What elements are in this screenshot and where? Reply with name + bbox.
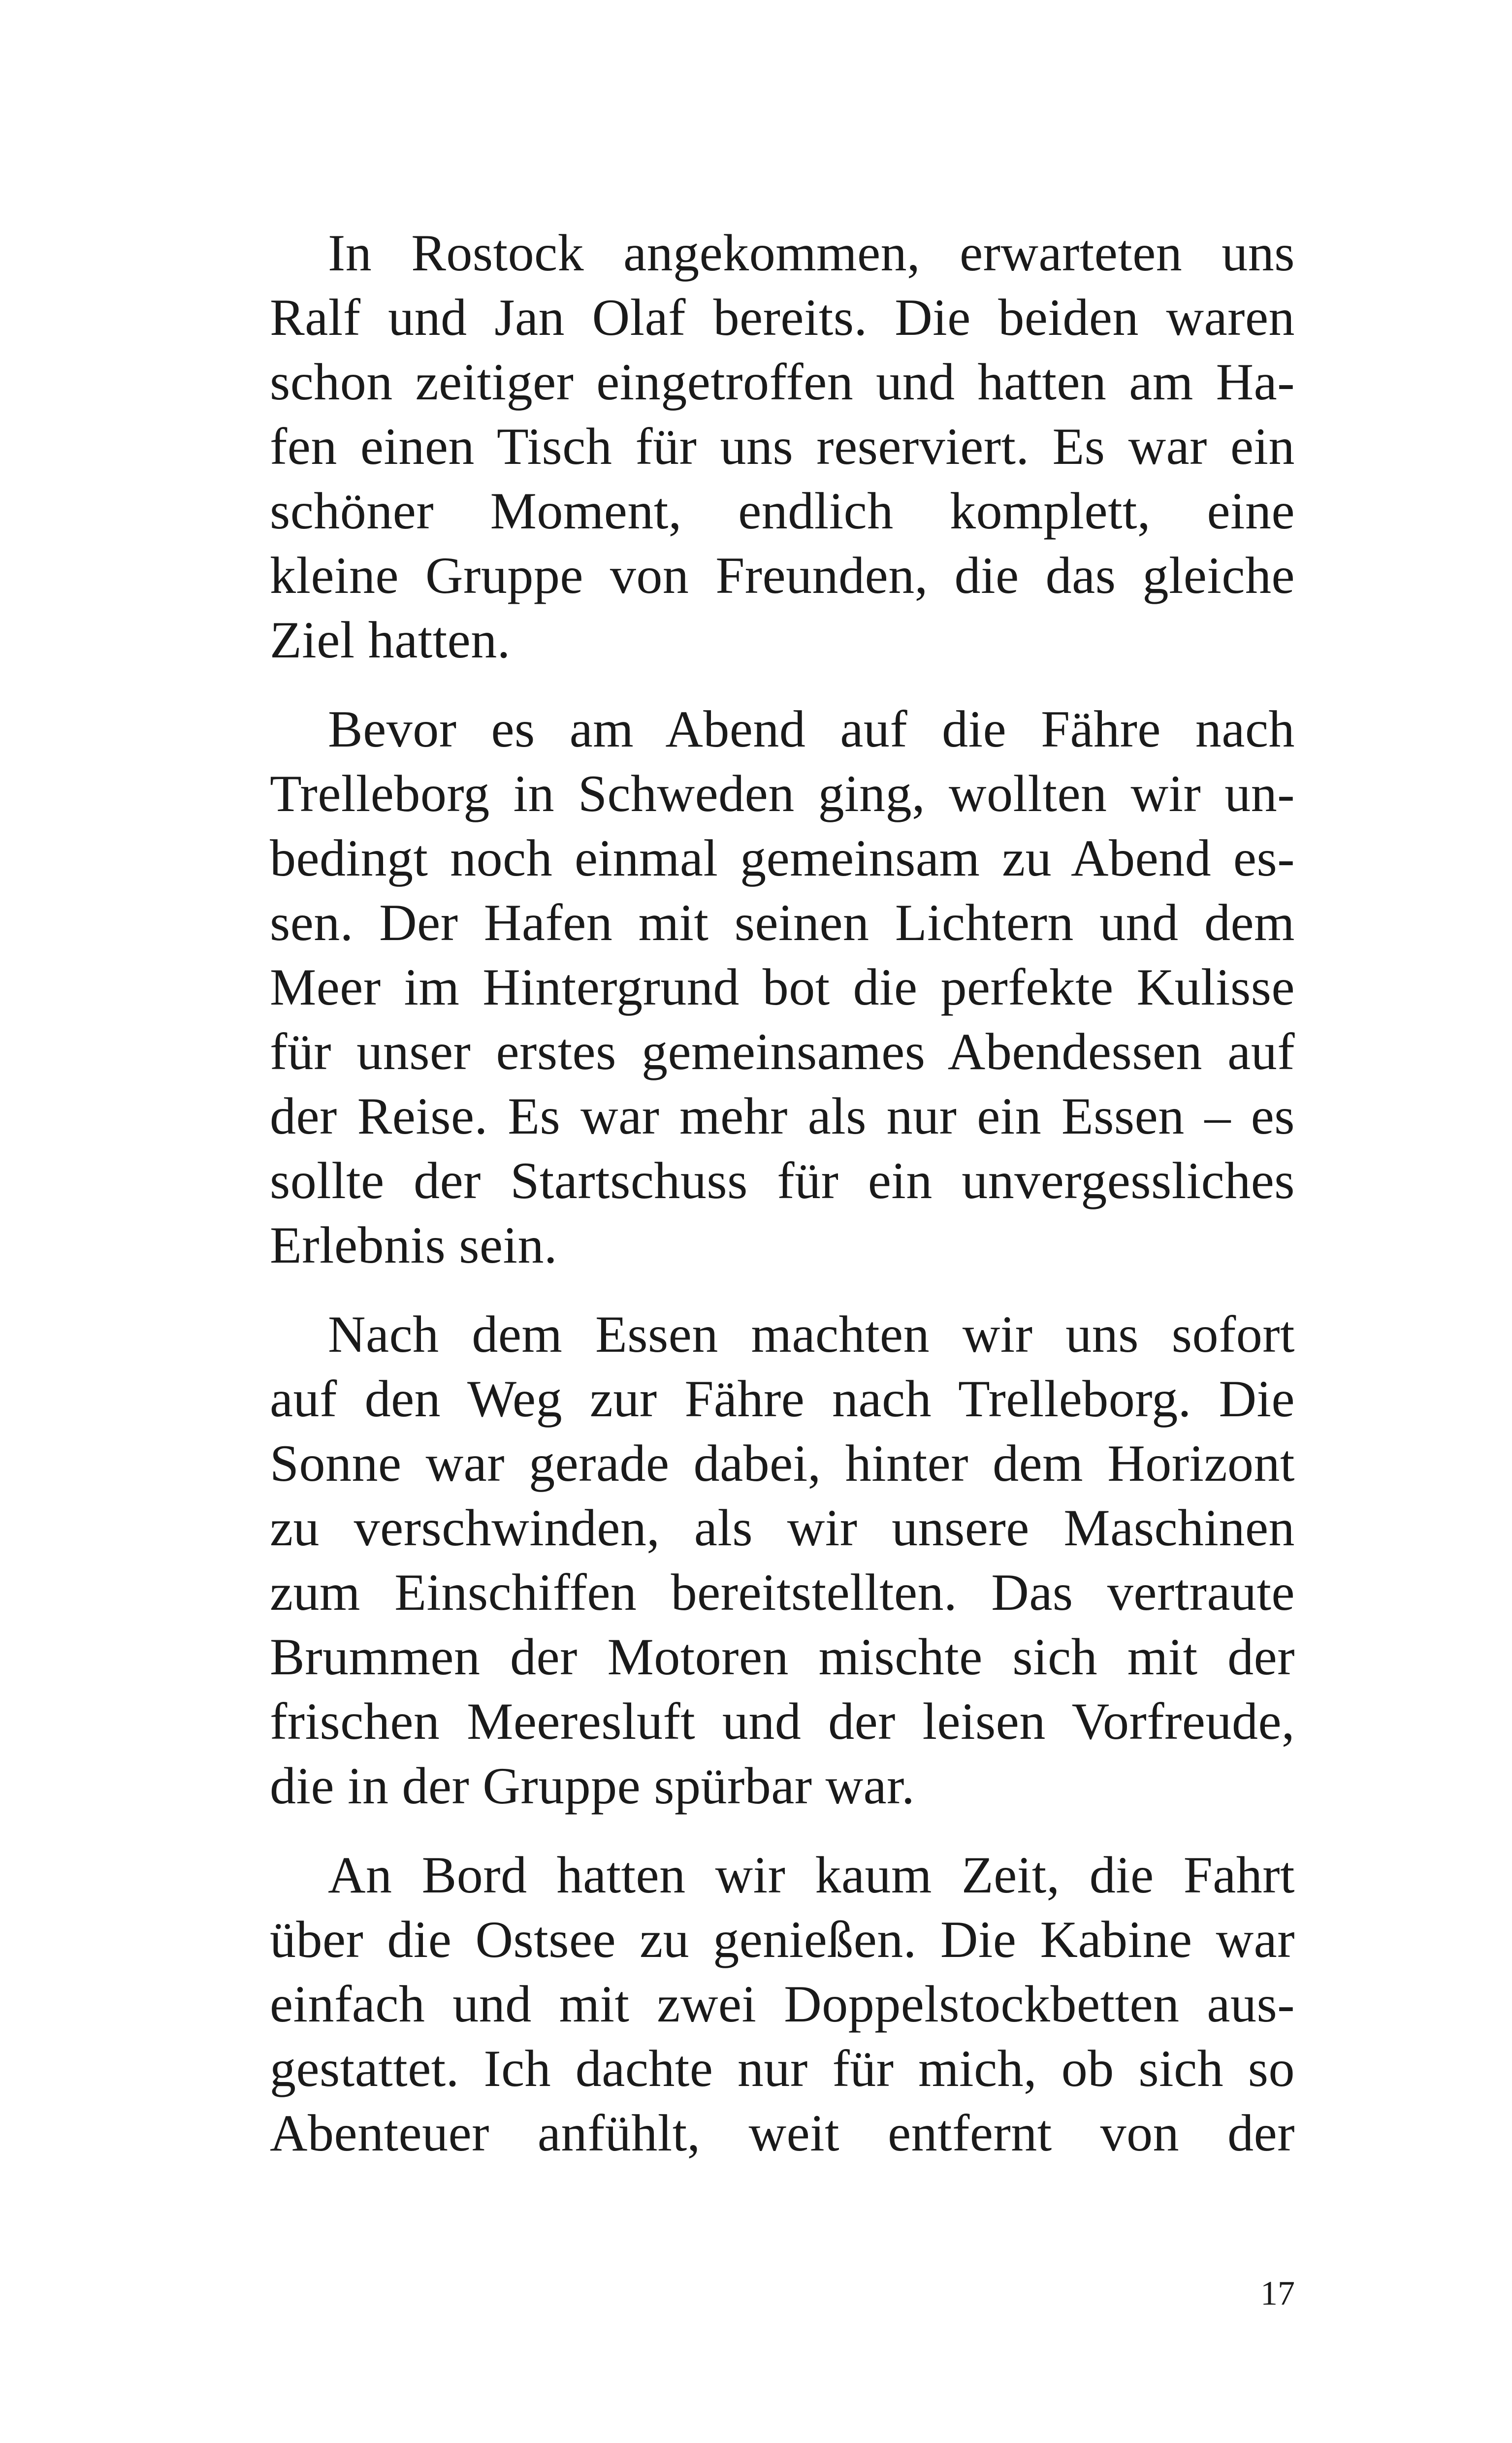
text-line: An Bord hatten wir kaum Zeit, die Fahrt bbox=[328, 1846, 1295, 1904]
text-line: Ziel hatten. bbox=[270, 611, 511, 669]
text-line: schöner Moment, endlich komplett, eine bbox=[270, 482, 1295, 540]
body-text bbox=[270, 221, 1295, 2165]
text-line: Nach dem Essen machten wir uns sofort bbox=[328, 1305, 1295, 1363]
text-line: kleine Gruppe von Freunden, die das gleiche bbox=[270, 547, 1295, 604]
text-line: schon zeitiger eingetroffen und hatten am Ha- bbox=[270, 353, 1295, 411]
text-line: In Rostock angekommen, erwarteten uns bbox=[328, 224, 1295, 282]
text-line: Erlebnis sein. bbox=[270, 1216, 557, 1274]
paragraph-2 bbox=[270, 697, 1295, 1277]
text-line: Brummen der Motoren mischte sich mit der bbox=[270, 1628, 1295, 1686]
text-line: einfach und mit zwei Doppelstockbetten aus- bbox=[270, 1975, 1295, 2033]
text-line: gestattet. Ich dachte nur für mich, ob sich so bbox=[270, 2040, 1295, 2097]
text-line: Meer im Hintergrund bot die perfekte Kulisse bbox=[270, 958, 1295, 1016]
text-line: Sonne war gerade dabei, hinter dem Horizont bbox=[270, 1434, 1295, 1492]
text-line: zum Einschiffen bereitstellten. Das vertraute bbox=[270, 1564, 1295, 1621]
paragraph-4 bbox=[270, 1843, 1295, 2165]
text-line: sen. Der Hafen mit seinen Lichtern und dem bbox=[270, 894, 1295, 951]
text-line: Abenteuer anfühlt, weit entfernt von der bbox=[270, 2104, 1295, 2162]
page-number: 17 bbox=[1260, 2275, 1295, 2313]
text-line: zu verschwinden, als wir unsere Maschinen bbox=[270, 1499, 1295, 1557]
paragraph-3 bbox=[270, 1302, 1295, 1818]
text-line: für unser erstes gemeinsames Abendessen auf bbox=[270, 1023, 1295, 1080]
text-line: Bevor es am Abend auf die Fähre nach bbox=[328, 700, 1295, 758]
text-line: bedingt noch einmal gemeinsam zu Abend es- bbox=[270, 829, 1295, 887]
text-line: fen einen Tisch für uns reserviert. Es war ein bbox=[270, 418, 1295, 475]
text-line: auf den Weg zur Fähre nach Trelleborg. Die bbox=[270, 1370, 1295, 1428]
text-line: über die Ostsee zu genießen. Die Kabine war bbox=[270, 1911, 1295, 1968]
text-line: frischen Meeresluft und der leisen Vorfreude, bbox=[270, 1693, 1295, 1750]
text-line: Ralf und Jan Olaf bereits. Die beiden waren bbox=[270, 289, 1295, 346]
text-line: sollte der Startschuss für ein unvergessliches bbox=[270, 1152, 1295, 1209]
text-line: Trelleborg in Schweden ging, wollten wir un- bbox=[270, 765, 1295, 822]
text-line: der Reise. Es war mehr als nur ein Essen – es bbox=[270, 1087, 1295, 1145]
text-line: die in der Gruppe spürbar war. bbox=[270, 1757, 915, 1815]
paragraph-1 bbox=[270, 221, 1295, 672]
